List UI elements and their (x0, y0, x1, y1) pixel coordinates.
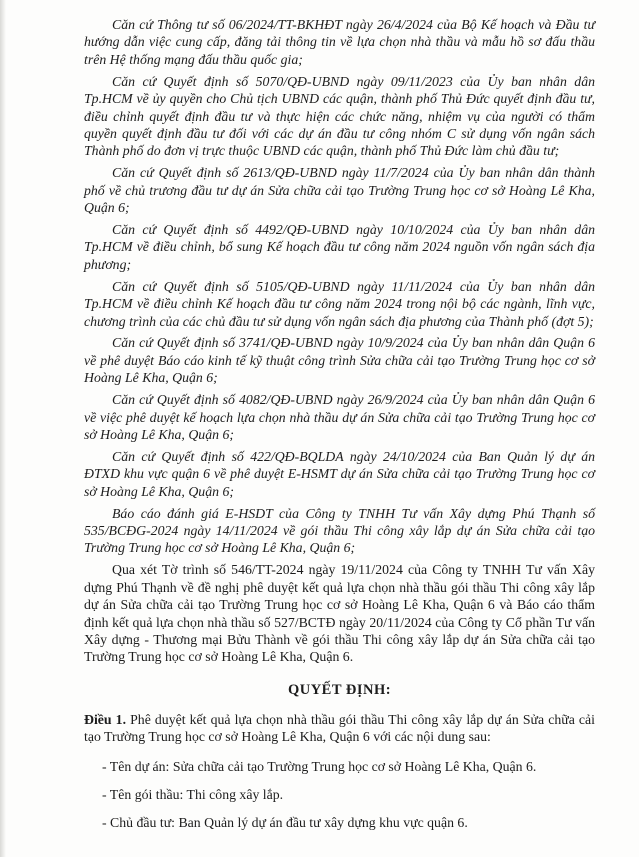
basis-paragraph: Căn cứ Quyết định số 4492/QĐ-UBND ngày 10/10/2024 của Ủy ban nhân dân Tp.HCM về điều chỉnh, bổ sung Kế hoạch đầu tư công năm 2024 nguồn vốn ngân sách địa phương; (84, 221, 595, 272)
basis-paragraph: Căn cứ Quyết định số 5070/QĐ-UBND ngày 09/11/2023 của Ủy ban nhân dân Tp.HCM về ủy quyền cho Chủ tịch UBND các quận, thành phố Thủ Đức quyết định đầu tư, điều chỉnh quyết định đầu tư và thực hiện các chức năng, nhiệm vụ của người có thẩm quyền quyết định đầu tư đối với các dự án đầu tư công nhóm C sử dụng vốn ngân sách Thành phố do đơn vị trực thuộc UBND các quận, thành phố Thủ Đức làm chủ đầu tư; (84, 73, 595, 159)
detail-project-name: - Tên dự án: Sửa chữa cải tạo Trường Trung học cơ sở Hoàng Lê Kha, Quận 6. (102, 758, 537, 774)
decision-heading: QUYẾT ĐỊNH: (287, 681, 392, 698)
basis-paragraph: Căn cứ Quyết định số 422/QĐ-BQLDA ngày 24/10/2024 của Ban Quản lý dự án ĐTXD khu vực quận 6 về phê duyệt E-HSMT dự án Sửa chữa cải tạo Trường Trung học cơ sở Hoàng Lê Kha, Quận 6; (84, 448, 595, 499)
consideration-paragraph: Qua xét Tờ trình số 546/TT-2024 ngày 19/11/2024 của Công ty TNHH Tư vấn Xây dựng Phú Thạnh về đề nghị phê duyệt kết quả lựa chọn nhà thầu gói thầu Thi công xây lắp dự án Sửa chữa cải tạo Trường Trung học cơ sở Hoàng Lê Kha, Quận 6 và Báo cáo thẩm định kết quả lựa chọn nhà thầu số 527/BCTĐ ngày 20/11/2024 của Công ty Cổ phần Tư vấn Xây dựng - Thương mại Bửu Thành về gói thầu Thi công xây lắp dự án Sửa chữa cải tạo Trường Trung học cơ sở Hoàng Lê Kha, Quận 6. (84, 562, 595, 665)
report-paragraph: Báo cáo đánh giá E-HSDT của Công ty TNHH Tư vấn Xây dựng Phú Thạnh số 535/BCĐG-2024 ngày 14/11/2024 về gói thầu Thi công xây lắp dự án Sửa chữa cải tạo Trường Trung học cơ sở Hoàng Lê Kha, Quận 6; (84, 505, 595, 556)
document-body (84, 16, 595, 843)
article-1-label: Điều 1. (84, 711, 127, 727)
article-1-text: Phê duyệt kết quả lựa chọn nhà thầu gói thầu Thi công xây lắp dự án Sửa chữa cải tạo Trường Trung học cơ sở Hoàng Lê Kha, Quận 6 với các nội dung sau: (84, 711, 595, 745)
basis-paragraph: Căn cứ Quyết định số 2613/QĐ-UBND ngày 11/7/2024 của Ủy ban nhân dân thành phố về chủ trương đầu tư dự án Sửa chữa cải tạo Trường Trung học cơ sở Hoàng Lê Kha, Quận 6; (84, 165, 595, 216)
article-1 (84, 711, 595, 746)
scan-edge-shadow (0, 0, 6, 857)
basis-paragraph: Căn cứ Quyết định số 5105/QĐ-UBND ngày 11/11/2024 của Ủy ban nhân dân Tp.HCM về điều chỉnh Kế hoạch đầu tư công năm 2024 trong nội bộ các ngành, lĩnh vực, chương trình của các chủ đầu tư sử dụng vốn ngân sách địa phương của Thành phố (đợt 5); (84, 278, 595, 329)
basis-paragraph: Căn cứ Quyết định số 4082/QĐ-UBND ngày 26/9/2024 của Ủy ban nhân dân Quận 6 về việc phê duyệt kế hoạch lựa chọn nhà thầu dự án Sửa chữa cải tạo Trường Trung học cơ sở Hoàng Lê Kha, Quận 6; (84, 392, 595, 442)
detail-package-name: - Tên gói thầu: Thi công xây lắp. (102, 786, 284, 802)
detail-investor: - Chủ đầu tư: Ban Quản lý dự án đầu tư xây dựng khu vực quận 6. (102, 815, 468, 831)
basis-paragraph: Căn cứ Thông tư số 06/2024/TT-BKHĐT ngày 26/4/2024 của Bộ Kế hoạch và Đầu tư hướng dẫn việc cung cấp, đăng tải thông tin về lựa chọn nhà thầu và mẫu hồ sơ đấu thầu trên Hệ thống mạng đấu thầu quốc gia; (84, 17, 595, 67)
basis-paragraph: Căn cứ Quyết định số 3741/QĐ-UBND ngày 10/9/2024 của Ủy ban nhân dân Quận 6 về phê duyệt Báo cáo kinh tế kỹ thuật công trình Sửa chữa cải tạo Trường Trung học cơ sở Hoàng Lê Kha, Quận 6; (84, 335, 595, 386)
